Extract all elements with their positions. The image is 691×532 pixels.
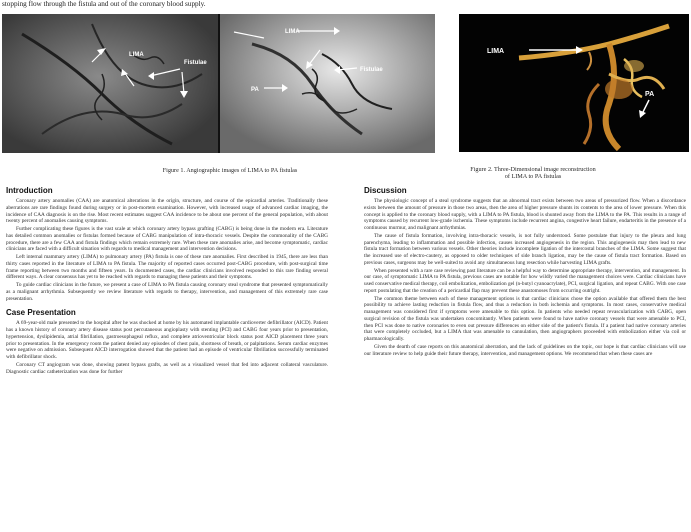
intro-paragraph: Further complicating these figures is the vast scale at which coronary artery bypass grafting (CABG) is being done in the modern era. Literature has detailed common anomalies or fistulas formed because of CABG manipulation of intra-thoracic vessels. Despite the commonality of the CABG procedure, there are a few CAA and fistula findings which remain extremely rare. When these rare anomalies arise, and become symptomatic, cardiac clinicians are faced with a difficult situation with regards to medical management and intervention decisions. [6, 226, 328, 253]
angiographic-image-graphic [2, 14, 435, 153]
label-pa-3d: PA [645, 91, 655, 98]
right-column [364, 186, 686, 532]
discussion-paragraph: When presented with a rare case reviewing past literature can be a helpful way to determine appropriate therapy, intervention, and management. In our case, of symptomatic LIMA to PA fistula, previous cases are notable for how wildly varied the management choices were. Cardiac clinicians have used conservative medical therapy, coil embolization, embolization gel (n-butyl cyanoacrylate), PCI, surgical ligation, and repeat CABG. With one case report postulating that the creation of a pericardial flap may prevent these anastomoses from occurring outright. [364, 267, 686, 294]
figure-1-caption: Figure 1. Angiographic images of LIMA to PA fistulas [162, 167, 298, 174]
case-paragraph: Coronary CT angiogram was done, showing patent bypass grafts, as well as a visualized vessel that fed into adjacent collateral vasculature. Diagnostic cardiac catheterization was done for further [6, 361, 328, 375]
label-lima-3d: LIMA [487, 48, 505, 55]
label-lima-left: LIMA [129, 52, 144, 58]
intro-paragraph: Coronary artery anomalies (CAA) are anatomical alterations in the origin, structure, and course of the epicardial arteries. Traditionally these aberrations are rare findings found during surgery or in post-mortem examination. However, with increased usage of advanced cardiac imaging, the incidence of CAA diagnosis is on the rise. Most recent estimates suggest CAA incidence to be about one percent of the general population, with about twenty percent of anomalies causing symptoms. [6, 198, 328, 225]
label-pa: PA [251, 87, 259, 93]
label-fistulae-left: Fistulae [184, 60, 207, 66]
discussion-paragraph: The physiologic concept of a steal syndrome suggests that an abnormal tract exists between two areas of pressurized flow. When a discordance exists between the amount of pressure in those two areas, then the area of higher pressure shunts its contents to the area of lower pressure. When this concept is applied to the coronary blood supply, with a LIMA to PA fistula, blood is shunted away from the LIMA to the PA. This results in a range of symptoms caused by recurrent low-grade ischemia. These symptoms include recurrent angina, congestive heart failure, endarteritis in the presence of a continuous murmur, and malignant arrhythmias. [364, 198, 686, 231]
discussion-paragraph: Given the dearth of case reports on this anatomical aberration, and the lack of guidelines on the topic, our hope is that cardiac clinicians will use our literature review to help guide their future therapy, intervention, and management options. We recommend that when these cases are [364, 343, 686, 357]
case-paragraph: A 69-year-old male presented to the hospital after he was shocked at home by his automated implantable cardioverter defibrillator (AICD). Patient has a known history of coronary artery disease status post percutaneous angioplasty with stenting (PCI) and CABG four years prior to presentation, hypertension, dyslipidemia, atrial fibrillation, gastroesophageal reflux, and complete atrioventricular block status post AICD placement three years prior to presentation. In the emergency room the patient denied any episodes of chest pain, shortness of breath, or palpitations. Serum cardiac enzymes were negative on admission. Subsequent AICD interrogation showed that the patient had an episode of ventricular fibrillation successfully terminated with defibrillator shock. [6, 320, 328, 360]
intro-paragraph: Left internal mammary artery (LIMA) to pulmonary artery (PA) fistula is one of these rare anomalies. First described in 1945, there are less than thirty cases reported in the literature of LIMA to PA fistula. The majority of reported cases occurred post-CABG procedure, with post-surgical time frame reporting between two months and fifteen years. In documented cases, the cardiac clinicians involved responded to this rare finding several different ways. A clear consensus has yet to be reached with regards to managing these patients and their symptoms. [6, 254, 328, 281]
left-column [6, 186, 328, 532]
discussion-paragraph: The common theme between each of these management options is that cardiac clinicians chose the option available that offered them the best possibility to achieve lasting reduction in fistula flow, and thus a reduction in both ischemia and symptoms. In most cases, conservative medical management was considered first if symptoms were amenable to this option. In patients who needed repeat revascularization with CABG, open surgical revision of the fistula was undertaken concomitantly. When patients were found to have native coronary vessels that were amenable to PCI, then PCI was done to native coronaries to even out pressure differences on either side of the patient's fistula. If a patient had native coronary arteries that were completely occluded, but a LIMA that was amenable to cannulation, then angiographers proceeded with embolization either via coil or pharmacologically. [364, 295, 686, 342]
reconstruction-image-graphic [459, 14, 689, 152]
case-presentation-heading: Case Presentation [6, 308, 76, 318]
continued-text-line: stopping flow through the fistula and out of the coronary blood supply. [2, 0, 206, 8]
introduction-heading: Introduction [6, 186, 53, 195]
reconstruction-image [459, 14, 689, 152]
discussion-paragraph: The cause of fistula formation, involving intra-thoracic vessels, is not fully understood. Some postulate that injury to the pleura and lung parenchyma, leading to inflammation and possible infection, causes increased angiogenesis in the region. This angiogenesis may then lead to new fistula tract formation between various vessels. Other theories include incomplete ligation of the intercostal branches of the LIMA. Some suggest that the increased use of electro-cautery, as opposed to older techniques of side branch ligation, may be the cause of fistula tract formation. Based on previous cases, surgeons may be well-suited to avoid any simultaneous lung resection while harvesting LIMA grafts. [364, 232, 686, 266]
intro-paragraph: To guide cardiac clinicians in the future, we present a case of LIMA to PA fistula causing coronary steal syndrome that presented symptomatically as a malignant arrhythmia. Subsequently we review literature with regards to therapy, intervention, and management of this extremely rare case presentation. [6, 282, 328, 302]
label-lima-right: LIMA [285, 29, 300, 35]
angiographic-image [2, 14, 435, 153]
figure-2-caption: Figure 2. Three-Dimensional image reconstruction of LIMA to PA fistulas [470, 166, 596, 181]
discussion-heading: Discussion [364, 186, 407, 195]
label-fistulae-right: Fistulae [360, 67, 383, 73]
